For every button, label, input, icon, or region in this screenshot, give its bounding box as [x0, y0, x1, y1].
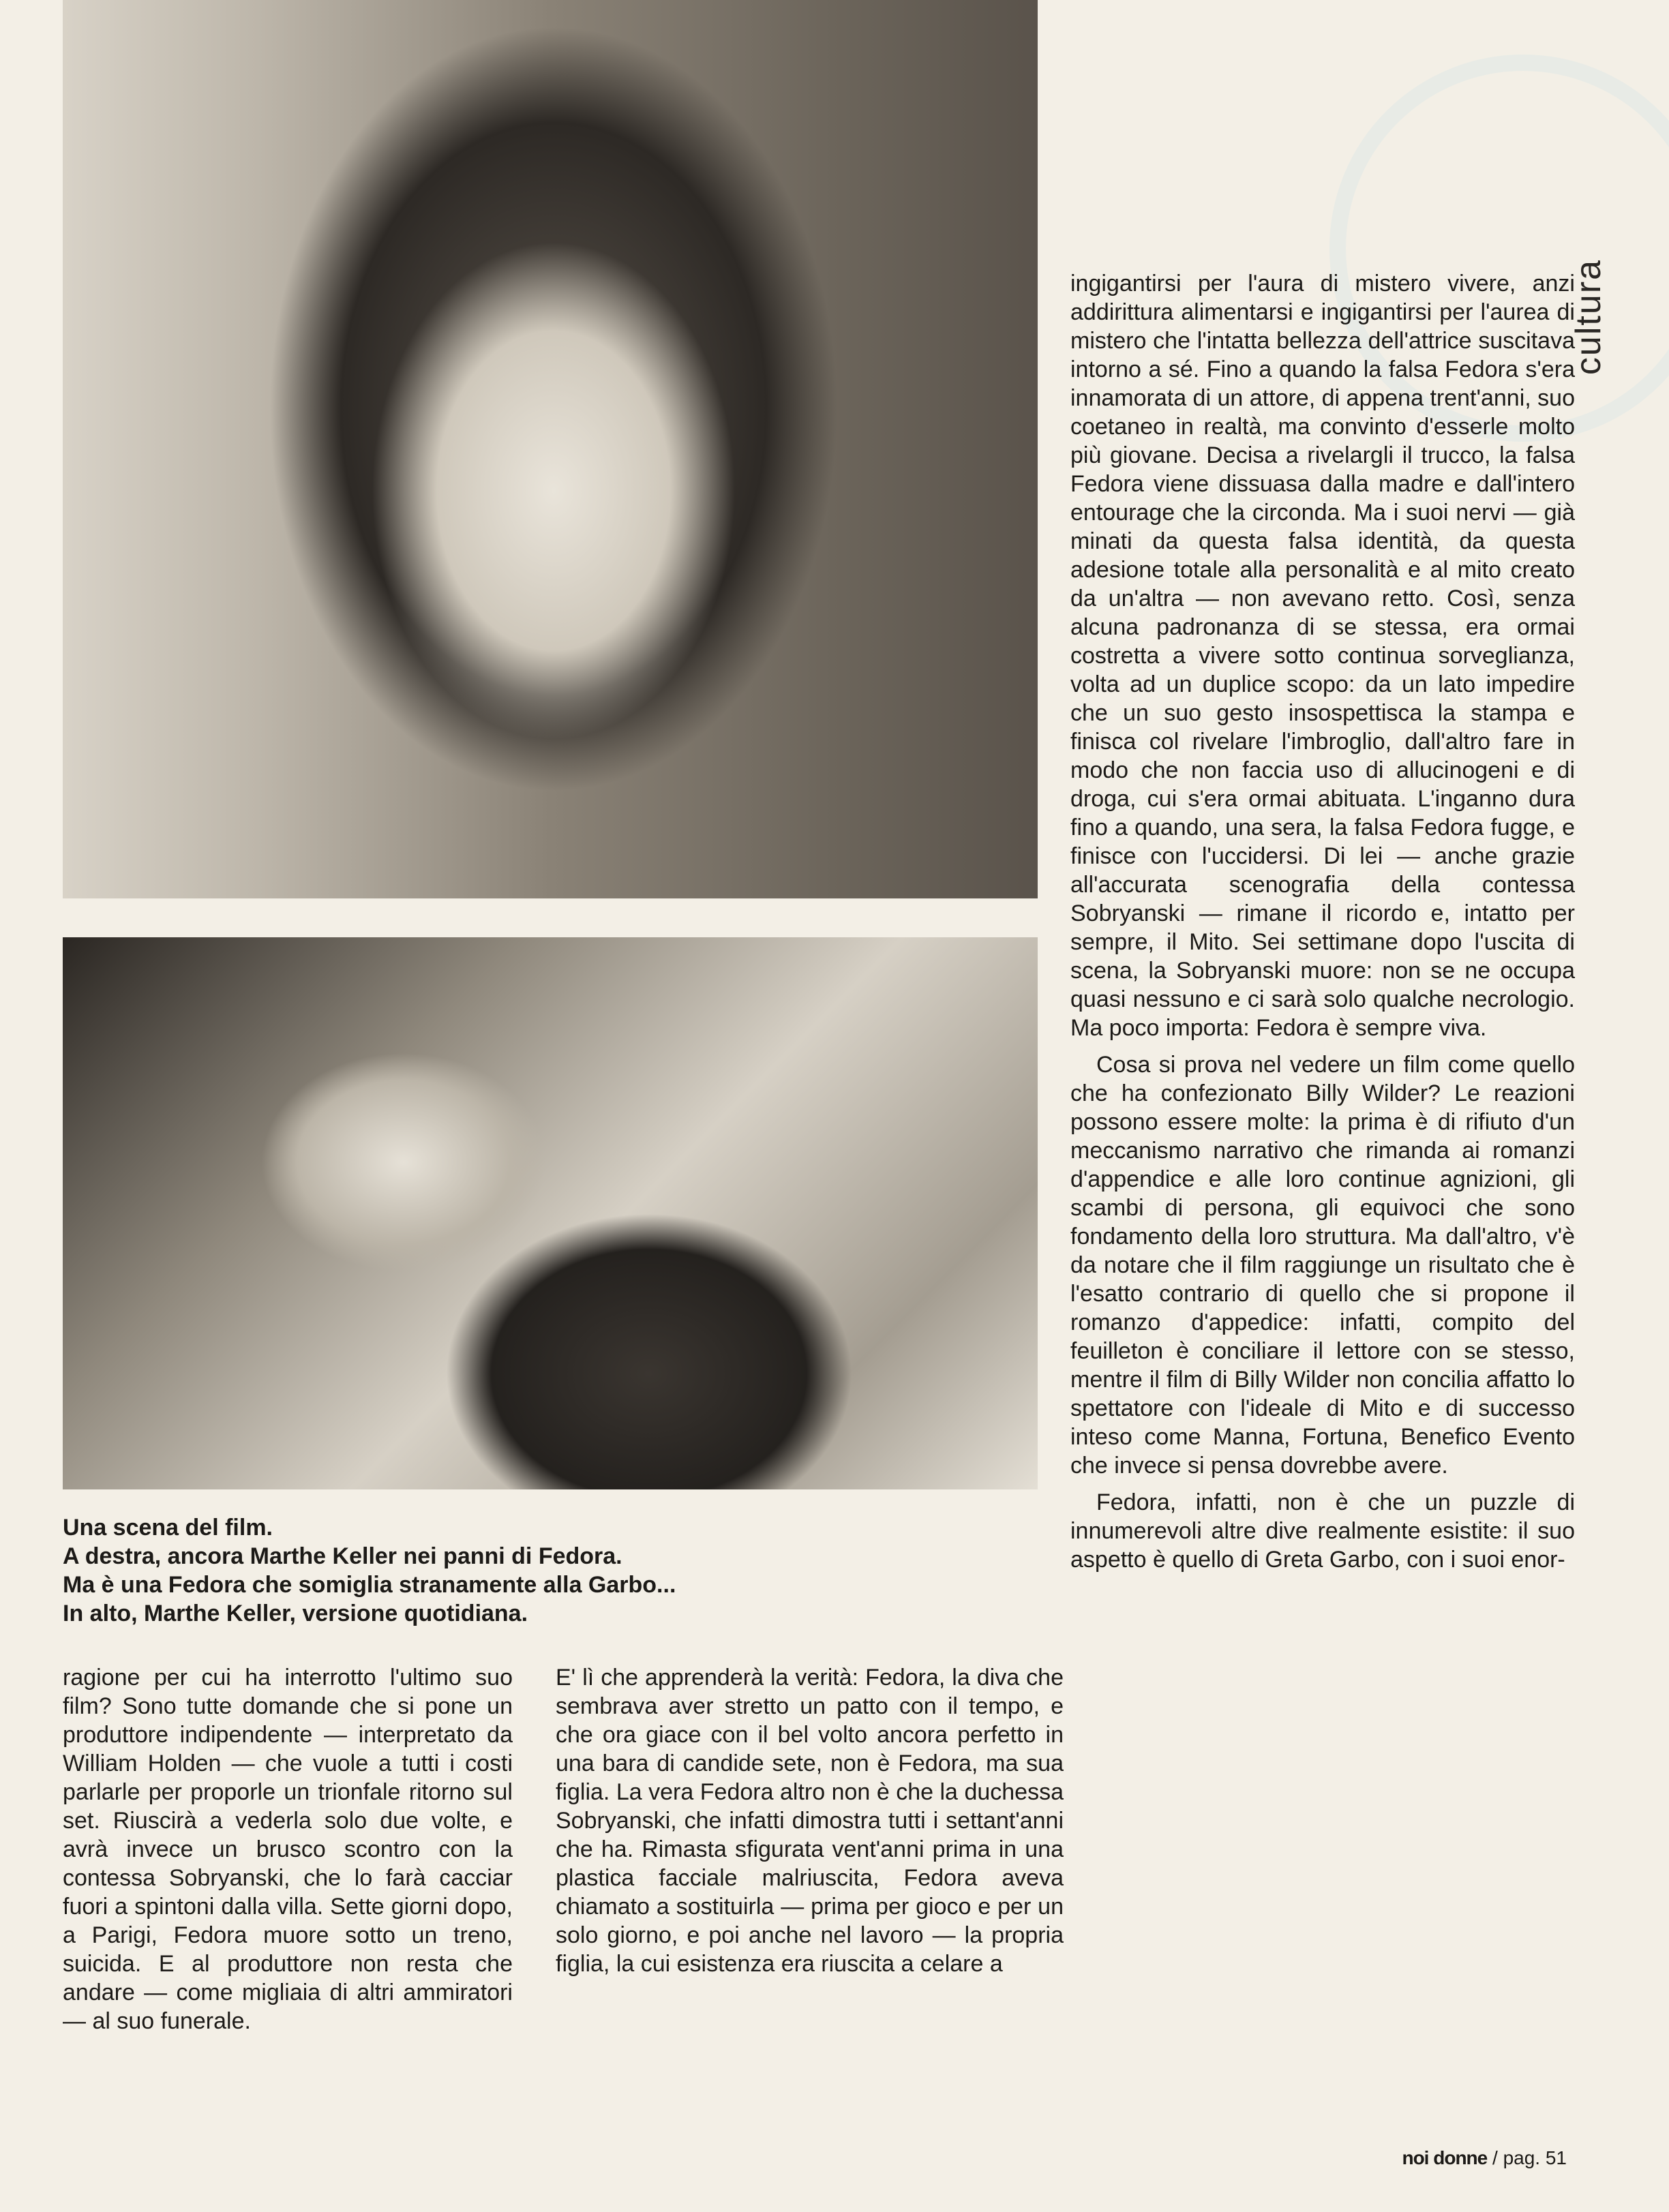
photo-marthe-keller-portrait: [63, 0, 1038, 898]
paragraph: ingigantirsi per l'aura di mistero vivere, anzi addirittura alimentarsi e ingigantirsi per l'aurea di mistero che l'intatta bellezza dell'attrice suscitava intorno a sé. Fino a quando la falsa Fedora s'era innamorata di un attore, di appena trent'anni, suo coetaneo in realtà, ma convinto d'esserle molto più giovane. Decisa a rivelargli il trucco, la falsa Fedora viene dissuasa dalla madre e dall'intero entourage che la circonda. Ma i suoi nervi — già minati da questa falsa identità, da questa adesione totale alla personalità e al mito creato da un'altra — non avevano retto. Così, senza alcuna padronanza di se stessa, era ormai costretta a vivere sotto continua sorveglianza, volta ad un duplice scopo: da un lato impedire che un suo gesto insospettisca la stampa e finisca col rivelare l'imbroglio, dall'altro fare in modo che non faccia uso di allucinogeni e di droga, cui s'era ormai abituata. L'inganno dura fino a quando, una sera, la falsa Fedora fugge, e finisce con l'uccidersi. Di lei — anche grazie all'accurata scenografia della contessa Sobryanski — rimane il ricordo e, intatto per sempre, il Mito. Sei settimane dopo l'uscita di scena, la Sobryanski muore: non se ne occupa quasi nessuno e ci sarà solo qualche necrologio. Ma poco importa: Fedora è sempre viva.: [1070, 271, 1575, 1041]
photo-caption: [63, 1513, 1072, 1628]
paragraph: ragione per cui ha interrotto l'ultimo suo film? Sono tutte domande che si pone un produttore indipendente — interpretato da William Holden — che vuole a tutti i costi parlarle per proporle un trionfale ritorno sul set. Riuscirà a vederla solo due volte, e avrà invece un brusco scontro con la contessa Sobryanski, che lo farà cacciar fuori a spintoni dalla villa. Sette giorni dopo, a Parigi, Fedora muore sotto un treno, suicida. E al produttore non resta che andare — come migliaia di altri ammiratori — al suo funerale.: [63, 1665, 513, 2034]
page-footer: [1402, 2147, 1567, 2169]
caption-line: A destra, ancora Marthe Keller nei panni di Fedora.: [63, 1543, 622, 1569]
section-label: cultura: [1569, 259, 1608, 376]
photo-film-scene: [63, 937, 1038, 1489]
paragraph: Fedora, infatti, non è che un puzzle di innumerevoli altre dive realmente esistite: il suo aspetto è quello di Greta Garbo, con i suoi enor-: [1070, 1489, 1575, 1573]
article-column-2: [556, 1663, 1064, 1986]
caption-line: In alto, Marthe Keller, versione quotidiana.: [63, 1601, 528, 1626]
page-number: / pag. 51: [1492, 2147, 1567, 2168]
paragraph: E' lì che apprenderà la verità: Fedora, la diva che sembrava aver stretto un patto con il tempo, e che ora giace con il bel volto ancora perfetto in una bara di candide sete, non è Fedora, ma sua figlia. La vera Fedora altro non è che la duchessa Sobryanski, che infatti dimostra tutti i settant'anni che ha. Rimasta sfigurata vent'anni prima in una plastica facciale malriuscita, Fedora aveva chiamato a sostituirla — prima per gioco e per un solo giorno, e poi anche nel lavoro — la propria figlia, la cui esistenza era riuscita a celare a: [556, 1665, 1064, 1977]
magazine-brand: noi donne: [1402, 2147, 1488, 2168]
article-column-3: [1070, 269, 1575, 1582]
caption-line: Una scena del film.: [63, 1515, 273, 1541]
paragraph: Cosa si prova nel vedere un film come quello che ha confezionato Billy Wilder? Le reazioni possono essere molte: la prima è di rifiuto d'un meccanismo narrativo che rimanda ai romanzi d'appendice e alle loro continue agnizioni, gli scambi di persona, gli equivoci che sono fondamento della loro struttura. Ma dall'altro, v'è da notare che il film raggiunge un risultato che è l'esatto contrario di quello che si propone il romanzo d'appedice: infatti, compito del feuilleton è conciliare il lettore con se stesso, mentre il film di Billy Wilder non concilia affatto lo spettatore con l'ideale di Mito e di successo inteso come Manna, Fortuna, Benefico Evento che invece si pensa dovrebbe avere.: [1070, 1052, 1575, 1479]
article-column-1: [63, 1663, 513, 2044]
caption-line: Ma è una Fedora che somiglia stranamente alla Garbo...: [63, 1572, 676, 1598]
